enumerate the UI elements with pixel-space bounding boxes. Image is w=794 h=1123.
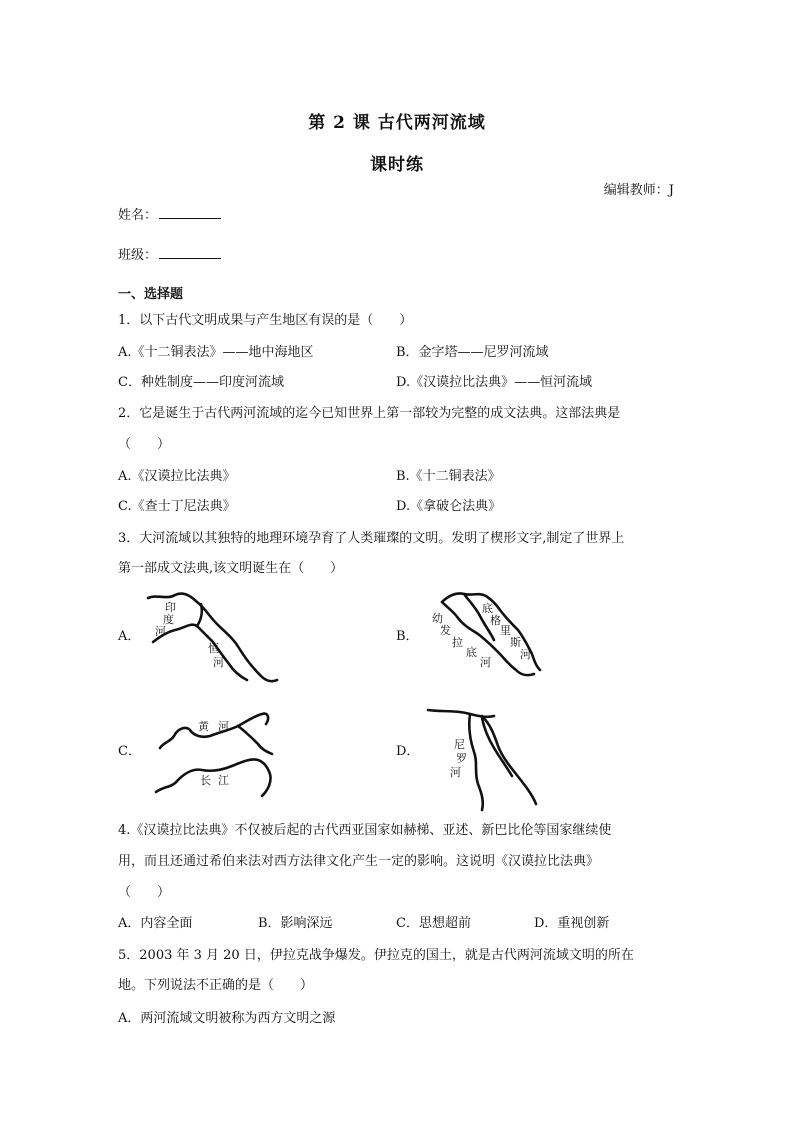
q4-stem-line1: 4.《汉谟拉比法典》不仅被后起的古代西亚国家如赫梯、亚述、新巴比伦等国家继续使 (118, 823, 612, 838)
map-b-label-2: 发 (440, 624, 451, 637)
q3-stem-line1: 3．大河流域以其独特的地理环境孕育了人类璀璨的文明。发明了楔形文字,制定了世界上 (118, 531, 625, 546)
q3-map-c-china-rivers[interactable] (150, 708, 278, 800)
class-blank[interactable] (159, 246, 221, 259)
section-title: 一、选择题 (118, 287, 184, 302)
map-b-label-1: 幼 (432, 612, 443, 625)
q3-option-d-letter[interactable]: D． (396, 744, 420, 759)
q1-stem: 1．以下古代文明成果与产生地区有误的是（ ） (118, 313, 413, 328)
map-c-label-3: 长 (200, 774, 211, 787)
q3-option-b-letter[interactable]: B． (396, 629, 419, 644)
map-b-label-7: 格 (490, 614, 501, 627)
q5-stem-line2: 地。下列说法不正确的是（ ） (118, 978, 314, 993)
map-d-label-2: 罗 (456, 752, 467, 765)
page-title: 第 2 课 古代两河流域 (308, 113, 486, 133)
q3-map-d-nile-river[interactable] (424, 704, 548, 812)
q4-option-a[interactable]: A．内容全面 (118, 916, 193, 931)
q2-option-c[interactable]: C.《查士丁尼法典》 (118, 499, 236, 514)
q3-option-a-letter[interactable]: A． (118, 629, 141, 644)
q4-option-c[interactable]: C．思想超前 (396, 916, 471, 931)
map-c-label-2: 河 (218, 720, 229, 733)
map-c-label-4: 江 (218, 774, 229, 787)
map-b-label-10: 河 (520, 648, 531, 661)
map-c-label-1: 黄 (198, 720, 209, 733)
q1-option-c[interactable]: C．种姓制度——印度河流域 (118, 375, 284, 390)
map-b-label-6: 底 (482, 602, 493, 615)
class-row (118, 246, 221, 262)
map-b-label-8: 里 (500, 624, 511, 637)
q3-map-a-india-rivers[interactable] (145, 590, 285, 685)
map-a-label-5: 河 (213, 656, 224, 669)
q2-stem-line1: 2．它是诞生于古代两河流域的迄今已知世界上第一部较为完整的成文法典。这部法典是 (118, 406, 621, 421)
q5-stem-line1: 5．2003 年 3 月 20 日，伊拉克战争爆发。伊拉克的国土，就是古代两河流域文明的所在 (118, 948, 634, 963)
name-label: 姓名： (118, 208, 158, 223)
map-b-label-9: 斯 (510, 636, 521, 649)
map-a-label-4: 恒 (208, 642, 219, 655)
q4-option-b[interactable]: B．影响深远 (258, 916, 333, 931)
map-a-label-2: 度 (163, 613, 174, 626)
q4-stem-line2: 用，而且还通过希伯来法对西方法律文化产生一定的影响。这说明《汉谟拉比法典》 (118, 854, 600, 869)
name-blank[interactable] (159, 206, 221, 219)
map-a-label-3: 河 (155, 625, 166, 638)
q1-option-d[interactable]: D.《汉谟拉比法典》——恒河流域 (396, 375, 593, 390)
q3-stem-line2: 第一部成文法典,该文明诞生在（ ） (118, 561, 344, 576)
map-d-label-1: 尼 (454, 738, 465, 751)
q2-stem-line2: （ ） (118, 437, 171, 452)
q4-option-d[interactable]: D．重视创新 (534, 916, 610, 931)
q2-option-a[interactable]: A.《汉谟拉比法典》 (118, 469, 236, 484)
map-d-label-3: 河 (450, 766, 461, 779)
q3-option-c-letter[interactable]: C． (118, 744, 141, 759)
map-b-label-5: 河 (480, 656, 491, 669)
q5-option-a[interactable]: A．两河流域文明被称为西方文明之源 (118, 1011, 336, 1026)
name-row (118, 206, 221, 222)
map-b-label-3: 拉 (452, 636, 463, 649)
q1-option-b[interactable]: B．金字塔——尼罗河流域 (396, 345, 549, 360)
q1-option-a[interactable]: A.《十二铜表法》——地中海地区 (118, 345, 314, 360)
class-label: 班级： (118, 248, 158, 263)
map-a-label-1: 印 (165, 601, 176, 614)
q2-option-d[interactable]: D.《拿破仑法典》 (396, 499, 502, 514)
map-b-label-4: 底 (466, 646, 477, 659)
q3-map-b-mesopotamia-rivers[interactable] (420, 588, 550, 680)
page-subtitle: 课时练 (370, 155, 424, 175)
editor-label: 编辑教师：J (603, 183, 674, 198)
q2-option-b[interactable]: B.《十二铜表法》 (396, 469, 501, 484)
q4-stem-line3: （ ） (118, 885, 171, 900)
